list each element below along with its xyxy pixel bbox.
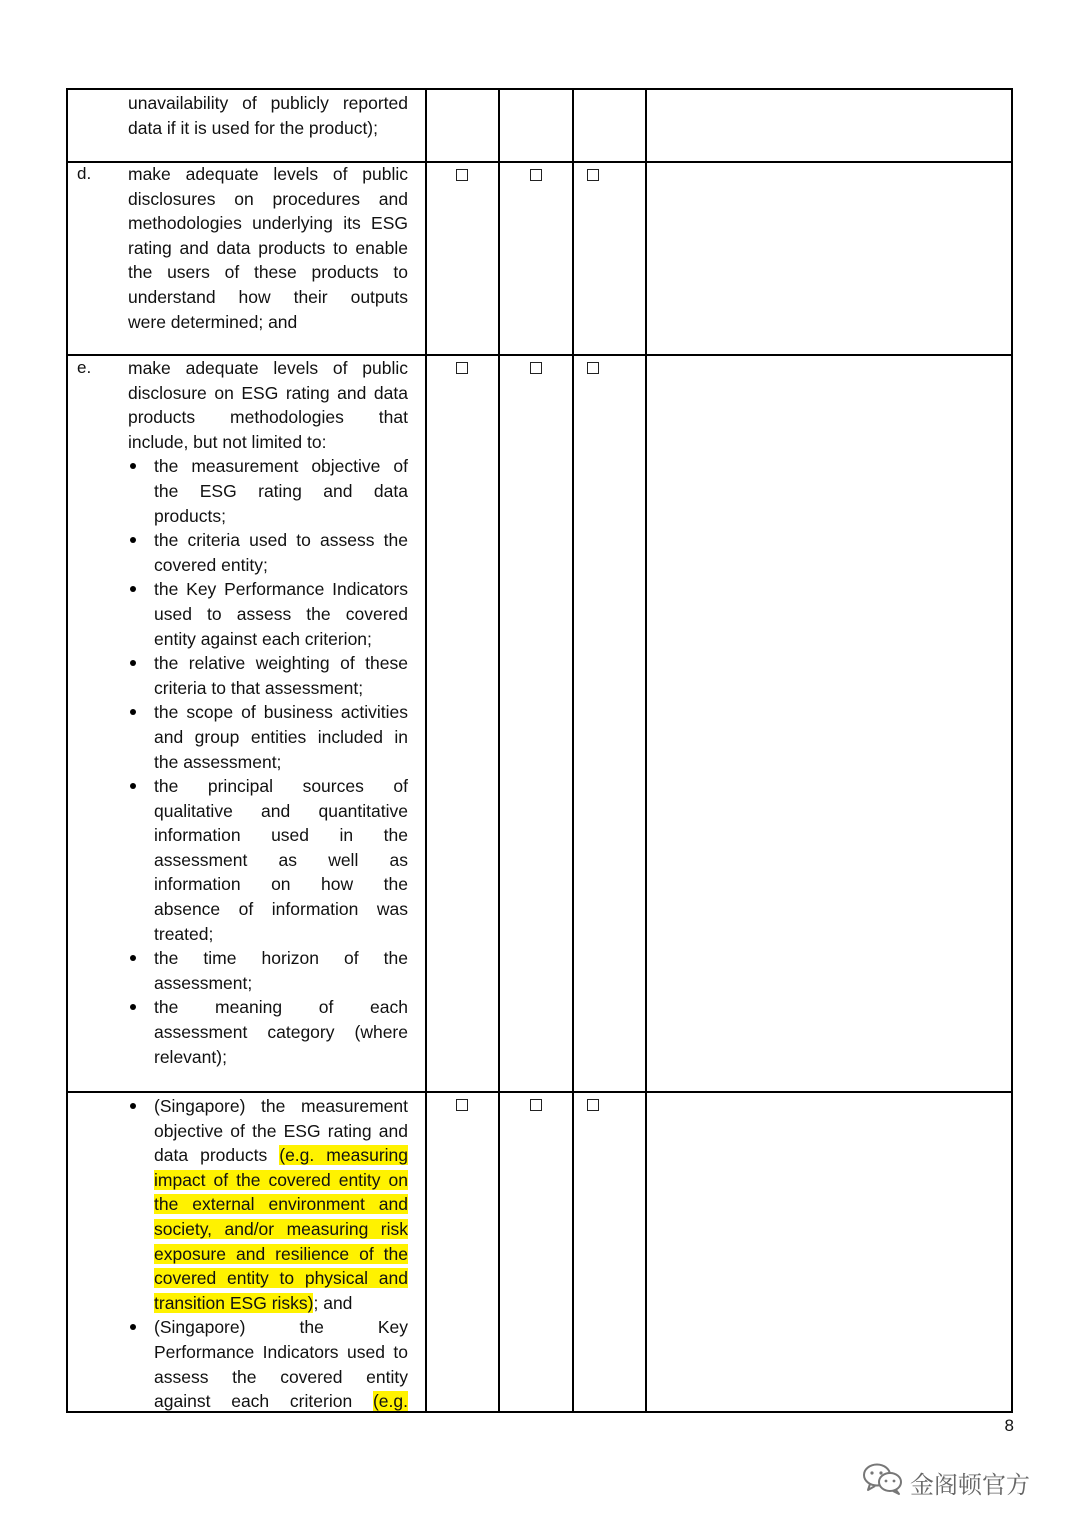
bullet-icon — [130, 709, 136, 715]
compliance-table — [66, 88, 1013, 1413]
list-item — [128, 1315, 408, 1411]
text-line: rating and data products to enable — [128, 237, 408, 258]
table-row — [68, 354, 1011, 1091]
checkbox[interactable] — [530, 169, 542, 181]
highlighted-text: impact of the covered entity on — [154, 1169, 408, 1190]
text-line: the Key Performance Indicators — [154, 579, 408, 600]
bullet-icon — [130, 537, 136, 543]
highlighted-text: covered entity to physical and — [154, 1268, 408, 1289]
checkbox[interactable] — [530, 362, 542, 374]
text-line: unavailability of publicly reported — [128, 93, 408, 113]
highlighted-text: (e.g. measuring — [279, 1145, 409, 1166]
text-line: make adequate levels of public — [128, 358, 408, 378]
text-line — [154, 1168, 408, 1193]
bullet-icon — [130, 660, 136, 666]
text-line: assess the covered entity — [154, 1366, 408, 1387]
text-line: the criteria used to assess the — [154, 530, 408, 551]
bullet-icon — [130, 586, 136, 592]
text-line: and group entities included in — [154, 726, 408, 747]
criteria-list — [128, 454, 408, 1069]
text-line: the principal sources of — [154, 776, 408, 797]
text-line: products; — [154, 505, 226, 526]
text-line: entity against each criterion; — [154, 628, 372, 649]
table-row — [68, 161, 1011, 354]
highlighted-text: transition ESG risks) — [154, 1292, 314, 1313]
list-item — [128, 651, 408, 700]
singapore-list — [128, 1094, 408, 1411]
text-line: information on how the — [154, 874, 408, 895]
highlighted-text: the external environment and — [154, 1194, 408, 1215]
text-line: objective of the ESG rating and — [154, 1120, 408, 1141]
text-line: the time horizon of the — [154, 948, 408, 969]
item-letter: d. — [77, 164, 92, 183]
text-line: the scope of business activities — [154, 702, 408, 723]
row-text — [128, 1094, 408, 1411]
text-line: disclosure on ESG rating and data — [128, 382, 408, 403]
text-line: criteria to that assessment; — [154, 677, 364, 698]
list-item — [128, 454, 408, 528]
watermark-text: 金阁顿官方 — [910, 1470, 1030, 1499]
text-line: make adequate levels of public — [128, 164, 408, 184]
text-line: (Singapore) the measurement — [154, 1096, 408, 1116]
list-item — [128, 1094, 408, 1315]
text-line: Performance Indicators used to — [154, 1341, 408, 1362]
list-item — [128, 577, 408, 651]
text-line: assessment as well as — [154, 849, 408, 870]
text-line: data if it is used for the product); — [128, 117, 378, 138]
bullet-icon — [130, 955, 136, 961]
row-text — [128, 356, 408, 1069]
list-item — [128, 700, 408, 774]
text-line — [154, 1266, 408, 1291]
bullet-icon — [130, 1103, 136, 1109]
text-span: against each criterion — [154, 1391, 373, 1411]
highlighted-text: society, and/or measuring risk — [154, 1218, 408, 1239]
text-span: ; and — [313, 1292, 353, 1313]
text-line — [154, 1192, 408, 1217]
bullet-icon — [130, 463, 136, 469]
wechat-icon — [862, 1462, 904, 1502]
text-line: the meaning of each — [154, 997, 408, 1018]
text-line: (Singapore) the Key — [154, 1317, 408, 1338]
checkbox[interactable] — [530, 1099, 542, 1111]
bullet-icon — [130, 1324, 136, 1330]
text-line: the relative weighting of these — [154, 653, 408, 674]
watermark — [862, 1462, 1030, 1502]
text-line — [154, 1242, 408, 1267]
text-line: assessment; — [154, 972, 253, 993]
bullet-icon — [130, 783, 136, 789]
text-line: covered entity; — [154, 554, 268, 575]
text-line: the assessment; — [154, 751, 282, 772]
text-line — [154, 1217, 408, 1242]
text-line: understand how their outputs — [128, 286, 408, 307]
text-line: the ESG rating and data — [154, 480, 408, 501]
row-text — [128, 162, 408, 334]
text-line: assessment category (where — [154, 1022, 408, 1043]
text-span: data products — [154, 1145, 280, 1166]
text-line — [154, 1291, 408, 1316]
text-line: the measurement objective of — [154, 456, 408, 477]
highlighted-text: (e.g. — [372, 1391, 408, 1411]
page-number: 8 — [1004, 1416, 1014, 1435]
checkbox[interactable] — [587, 1099, 599, 1111]
text-line: qualitative and quantitative — [154, 800, 408, 821]
list-item — [128, 774, 408, 946]
list-item — [128, 995, 408, 1069]
checkbox[interactable] — [587, 169, 599, 181]
list-item — [128, 528, 408, 577]
checkbox[interactable] — [456, 362, 468, 374]
bullet-icon — [130, 1004, 136, 1010]
text-line: absence of information was — [154, 899, 408, 920]
text-line: methodologies underlying its ESG — [128, 213, 408, 234]
text-line — [154, 1389, 408, 1411]
table-row — [68, 1091, 1011, 1411]
text-line: were determined; and — [128, 311, 298, 332]
text-line: products methodologies that — [128, 407, 408, 428]
row-text — [128, 91, 408, 140]
checkbox[interactable] — [587, 362, 599, 374]
text-line: the users of these products to — [128, 262, 408, 283]
checkbox[interactable] — [456, 1099, 468, 1111]
text-line: treated; — [154, 923, 214, 944]
checkbox[interactable] — [456, 169, 468, 181]
item-letter: e. — [77, 358, 92, 377]
text-line — [154, 1143, 408, 1168]
text-line: used to assess the covered — [154, 603, 408, 624]
list-item — [128, 946, 408, 995]
highlighted-text: exposure and resilience of the — [154, 1243, 408, 1264]
table-row — [68, 90, 1011, 161]
text-line: disclosures on procedures and — [128, 188, 408, 209]
text-line: relevant); — [154, 1046, 227, 1067]
text-line: include, but not limited to: — [128, 431, 327, 452]
text-line: information used in the — [154, 825, 408, 846]
